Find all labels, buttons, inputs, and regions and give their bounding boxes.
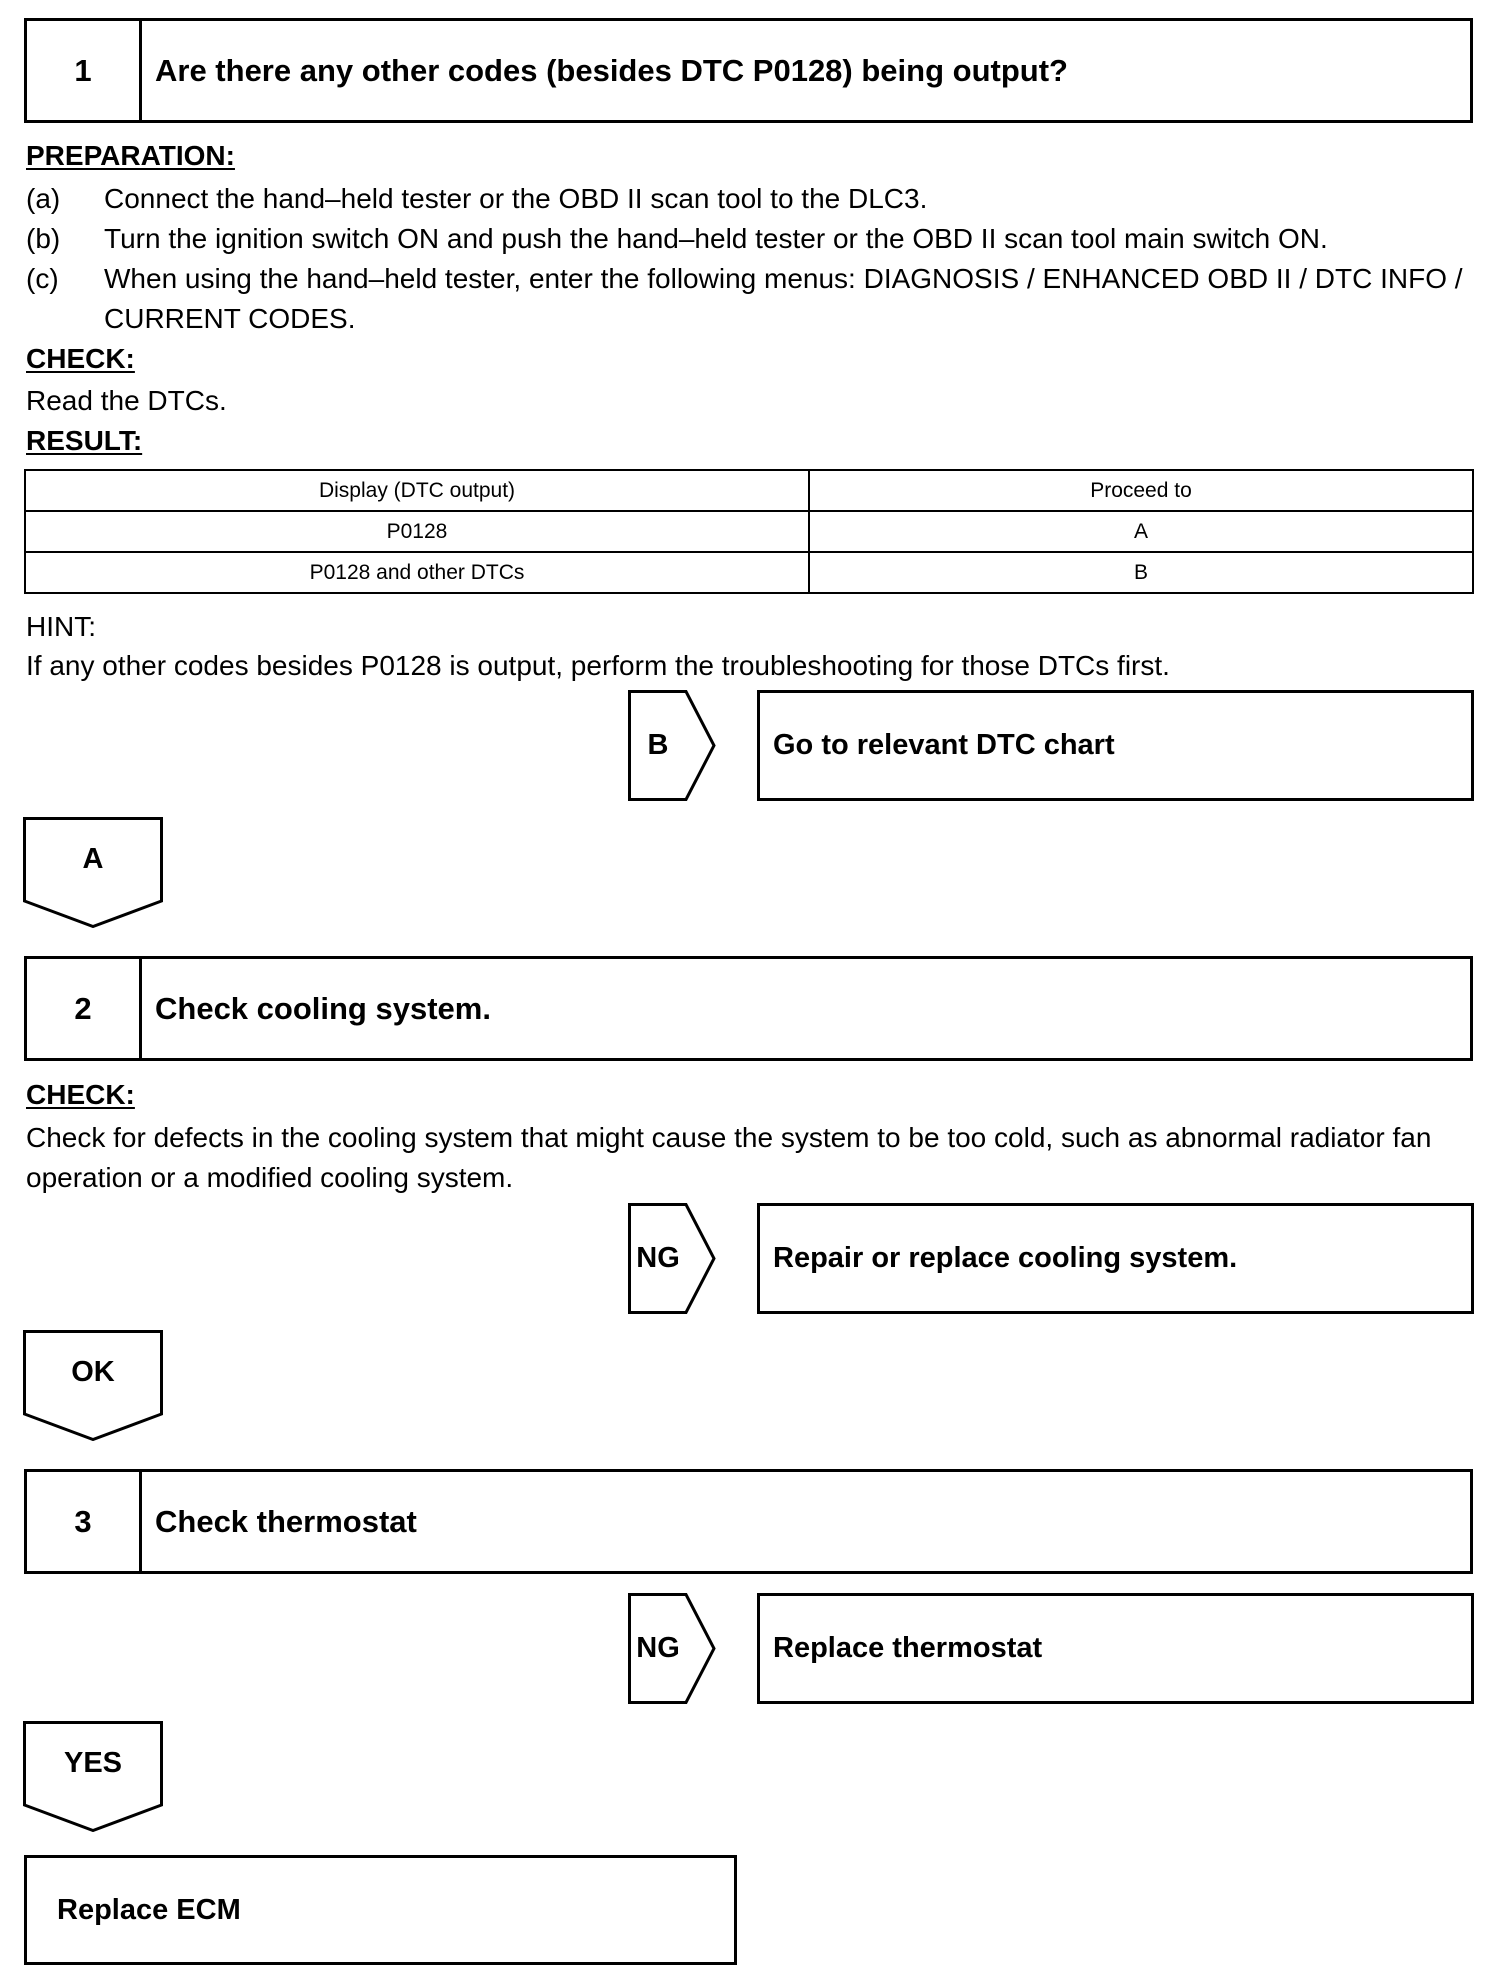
step-3-header <box>24 1469 1473 1574</box>
check-text: Check for defects in the cooling system that might cause the system to be too cold, such as abnormal radiator fan operation or a modified cooling system. <box>26 1122 1432 1193</box>
proceed-ok-arrow <box>23 1330 163 1441</box>
step-number: 2 <box>27 959 142 1058</box>
step-1-header <box>24 18 1473 123</box>
hint-text: If any other codes besides P0128 is output, perform the troubleshooting for those DTCs first. <box>26 650 1170 681</box>
proceed-a-arrow <box>23 817 163 928</box>
step-title: Are there any other codes (besides DTC P0128) being output? <box>155 52 1068 88</box>
branch-ng-arrow <box>628 1593 716 1704</box>
branch-ng-action: Replace thermostat <box>757 1593 1474 1704</box>
branch-ng-action: Repair or replace cooling system. <box>757 1203 1474 1314</box>
result-label: RESULT: <box>26 425 143 456</box>
item-text: When using the hand–held tester, enter the following menus: DIAGNOSIS / ENHANCED OBD II / DTC INFO / CURRENT CODES. <box>104 263 1463 334</box>
final-action: Replace ECM <box>24 1855 737 1965</box>
branch-b-action: Go to relevant DTC chart <box>757 690 1474 801</box>
preparation-label: PREPARATION: <box>26 140 235 171</box>
table-cell: B <box>809 552 1473 593</box>
table-row <box>25 511 1473 552</box>
step-title: Check cooling system. <box>155 990 491 1026</box>
step-number: 3 <box>27 1472 142 1571</box>
step-number: 1 <box>27 21 142 120</box>
branch-b-arrow <box>628 690 716 801</box>
proceed-yes-arrow <box>23 1721 163 1832</box>
item-marker: (b) <box>26 223 61 254</box>
item-text: Connect the hand–held tester or the OBD II scan tool to the DLC3. <box>104 183 928 214</box>
step-2-header <box>24 956 1473 1061</box>
result-table <box>24 469 1474 594</box>
check-label: CHECK: <box>26 343 135 374</box>
table-cell: P0128 <box>25 511 809 552</box>
table-row <box>25 552 1473 593</box>
table-header: Display (DTC output) <box>25 470 809 511</box>
branch-label: B <box>647 729 669 761</box>
branch-label: NG <box>636 1242 680 1274</box>
check-label: CHECK: <box>26 1079 135 1110</box>
item-marker: (a) <box>26 183 61 214</box>
proceed-label: OK <box>71 1355 115 1388</box>
item-text: Turn the ignition switch ON and push the hand–held tester or the OBD II scan tool main switch ON. <box>104 223 1328 254</box>
table-cell: P0128 and other DTCs <box>25 552 809 593</box>
branch-label: NG <box>636 1632 680 1664</box>
item-marker: (c) <box>26 263 59 294</box>
branch-ng-arrow <box>628 1203 716 1314</box>
check-text: Read the DTCs. <box>26 385 227 416</box>
step-title: Check thermostat <box>155 1503 417 1539</box>
table-header: Proceed to <box>809 470 1473 511</box>
proceed-label: A <box>82 842 104 875</box>
proceed-label: YES <box>63 1746 123 1779</box>
table-header-row <box>25 470 1473 511</box>
table-cell: A <box>809 511 1473 552</box>
hint-label: HINT: <box>26 611 96 642</box>
